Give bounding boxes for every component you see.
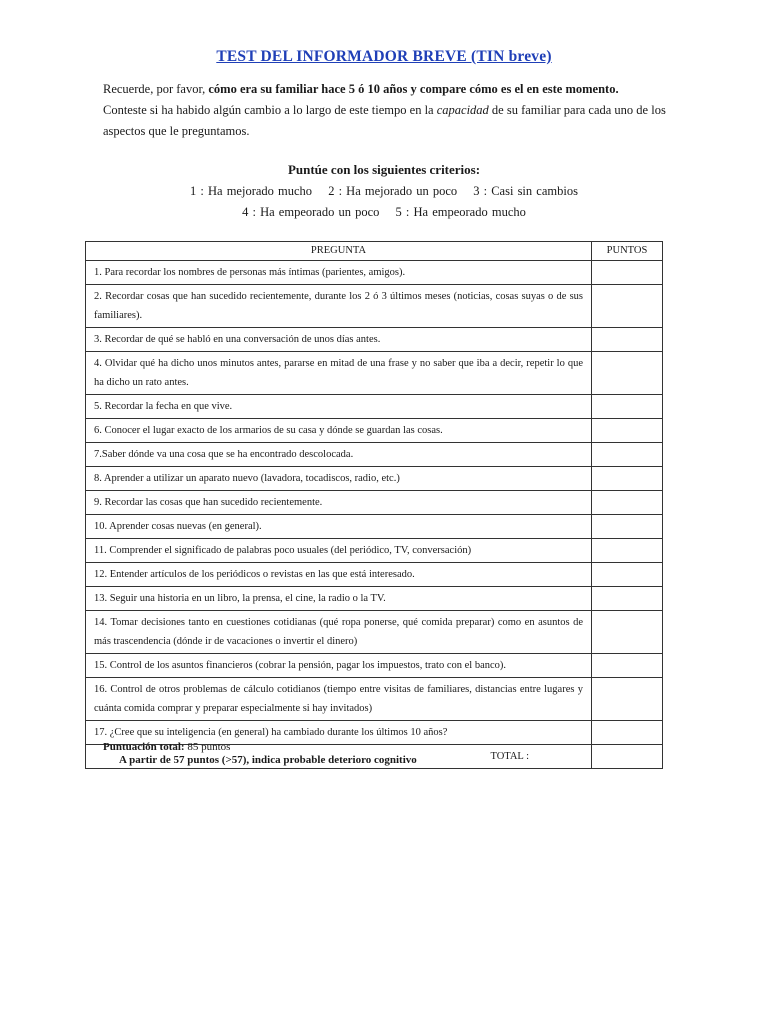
criteria-title: Puntúe con los siguientes criterios: xyxy=(287,162,481,177)
score-cell[interactable] xyxy=(592,285,663,328)
question-text: 5. Recordar la fecha en que vive. xyxy=(86,395,592,419)
total-score-label: Puntuación total: xyxy=(103,741,185,753)
criterion-1: 1 : Ha mejorado mucho xyxy=(190,184,313,198)
criteria-line-1 xyxy=(0,184,768,199)
table-row xyxy=(86,654,663,678)
question-text: 10. Aprender cosas nuevas (en general). xyxy=(86,515,592,539)
score-cell[interactable] xyxy=(592,443,663,467)
intro-bold-text: cómo era su familiar hace 5 ó 10 años y compare cómo es el en este momento. xyxy=(208,82,619,96)
criterion-5: 5 : Ha empeorado mucho xyxy=(395,205,526,219)
question-text: 12. Entender artículos de los periódicos o revistas en las que está interesado. xyxy=(86,563,592,587)
total-label: TOTAL : xyxy=(86,745,592,769)
question-text: 11. Comprender el significado de palabras poco usuales (del periódico, TV, conversación) xyxy=(86,539,592,563)
table-row xyxy=(86,515,663,539)
question-text: 14. Tomar decisiones tanto en cuestiones cotidianas (qué ropa ponerse, qué comida preparar) como en asuntos de más trascendencia (dónde ir de vacaciones o invertir el dinero) xyxy=(86,611,592,654)
table-row xyxy=(86,587,663,611)
score-cell[interactable] xyxy=(592,467,663,491)
table-row xyxy=(86,328,663,352)
total-score-line xyxy=(103,740,230,754)
threshold-note: A partir de 57 puntos (>57), indica probable deterioro cognitivo xyxy=(119,754,417,766)
score-cell[interactable] xyxy=(592,539,663,563)
question-text: 8. Aprender a utilizar un aparato nuevo (lavadora, tocadiscos, radio, etc.) xyxy=(86,467,592,491)
table-row xyxy=(86,261,663,285)
table-row xyxy=(86,443,663,467)
question-text: 9. Recordar las cosas que han sucedido recientemente. xyxy=(86,491,592,515)
score-cell[interactable] xyxy=(592,654,663,678)
criterion-4: 4 : Ha empeorado un poco xyxy=(242,205,380,219)
questions-body xyxy=(86,261,663,745)
question-text: 4. Olvidar qué ha dicho unos minutos antes, pararse en mitad de una frase y no saber que iba a decir, repetir lo que ha dicho un rato antes. xyxy=(86,352,592,395)
question-text: 17. ¿Cree que su inteligencia (en general) ha cambiado durante los últimos 10 años? xyxy=(86,721,592,745)
question-text: 13. Seguir una historia en un libro, la prensa, el cine, la radio o la TV. xyxy=(86,587,592,611)
table-row xyxy=(86,352,663,395)
intro-line-2: Conteste si ha habido algún cambio a lo largo de este tiempo en la capacidad de su familiar para cada uno de los aspectos que le preguntamos. xyxy=(103,103,666,138)
table-row xyxy=(86,491,663,515)
question-text: 1. Para recordar los nombres de personas más íntimas (parientes, amigos). xyxy=(86,261,592,285)
table-row xyxy=(86,678,663,721)
table-row xyxy=(86,419,663,443)
total-score-value: 85 puntos xyxy=(184,741,231,753)
intro-line-1: Recuerde, por favor, cómo era su familiar hace 5 ó 10 años y compare cómo es el en este momento. xyxy=(103,82,619,96)
score-cell[interactable] xyxy=(592,491,663,515)
criteria-line-2 xyxy=(0,205,768,220)
header-puntos: PUNTOS xyxy=(592,242,663,261)
header-pregunta: PREGUNTA xyxy=(86,242,592,261)
table-row xyxy=(86,611,663,654)
score-cell[interactable] xyxy=(592,395,663,419)
criterion-3: 3 : Casi sin cambios xyxy=(473,184,578,198)
total-score-cell[interactable] xyxy=(592,745,663,769)
score-cell[interactable] xyxy=(592,678,663,721)
score-cell[interactable] xyxy=(592,515,663,539)
table-row xyxy=(86,563,663,587)
score-cell[interactable] xyxy=(592,352,663,395)
question-text: 2. Recordar cosas que han sucedido recientemente, durante los 2 ó 3 últimos meses (noticias, cosas suyas o de sus familiares). xyxy=(86,285,592,328)
score-cell[interactable] xyxy=(592,587,663,611)
questions-table xyxy=(85,241,663,769)
table-row xyxy=(86,539,663,563)
document-title: TEST DEL INFORMADOR BREVE (TIN breve) xyxy=(216,48,552,65)
score-cell[interactable] xyxy=(592,328,663,352)
score-cell[interactable] xyxy=(592,611,663,654)
score-cell[interactable] xyxy=(592,261,663,285)
question-text: 3. Recordar de qué se habló en una conversación de unos días antes. xyxy=(86,328,592,352)
question-text: 7.Saber dónde va una cosa que se ha encontrado descolocada. xyxy=(86,443,592,467)
question-text: 16. Control de otros problemas de cálculo cotidianos (tiempo entre visitas de familiares, distancias entre lugares y cuánta comida comprar y preparar especialmente si hay invitados) xyxy=(86,678,592,721)
intro-italic-text: capacidad xyxy=(436,103,489,117)
question-text: 6. Conocer el lugar exacto de los armarios de su casa y dónde se guardan las cosas. xyxy=(86,419,592,443)
criterion-2: 2 : Ha mejorado un poco xyxy=(328,184,458,198)
table-row xyxy=(86,285,663,328)
table-header-row xyxy=(86,242,663,261)
score-cell[interactable] xyxy=(592,563,663,587)
score-cell[interactable] xyxy=(592,721,663,745)
intro-paragraph xyxy=(103,79,673,142)
score-cell[interactable] xyxy=(592,419,663,443)
table-row xyxy=(86,395,663,419)
question-text: 15. Control de los asuntos financieros (cobrar la pensión, pagar los impuestos, trato con el banco). xyxy=(86,654,592,678)
table-row xyxy=(86,467,663,491)
